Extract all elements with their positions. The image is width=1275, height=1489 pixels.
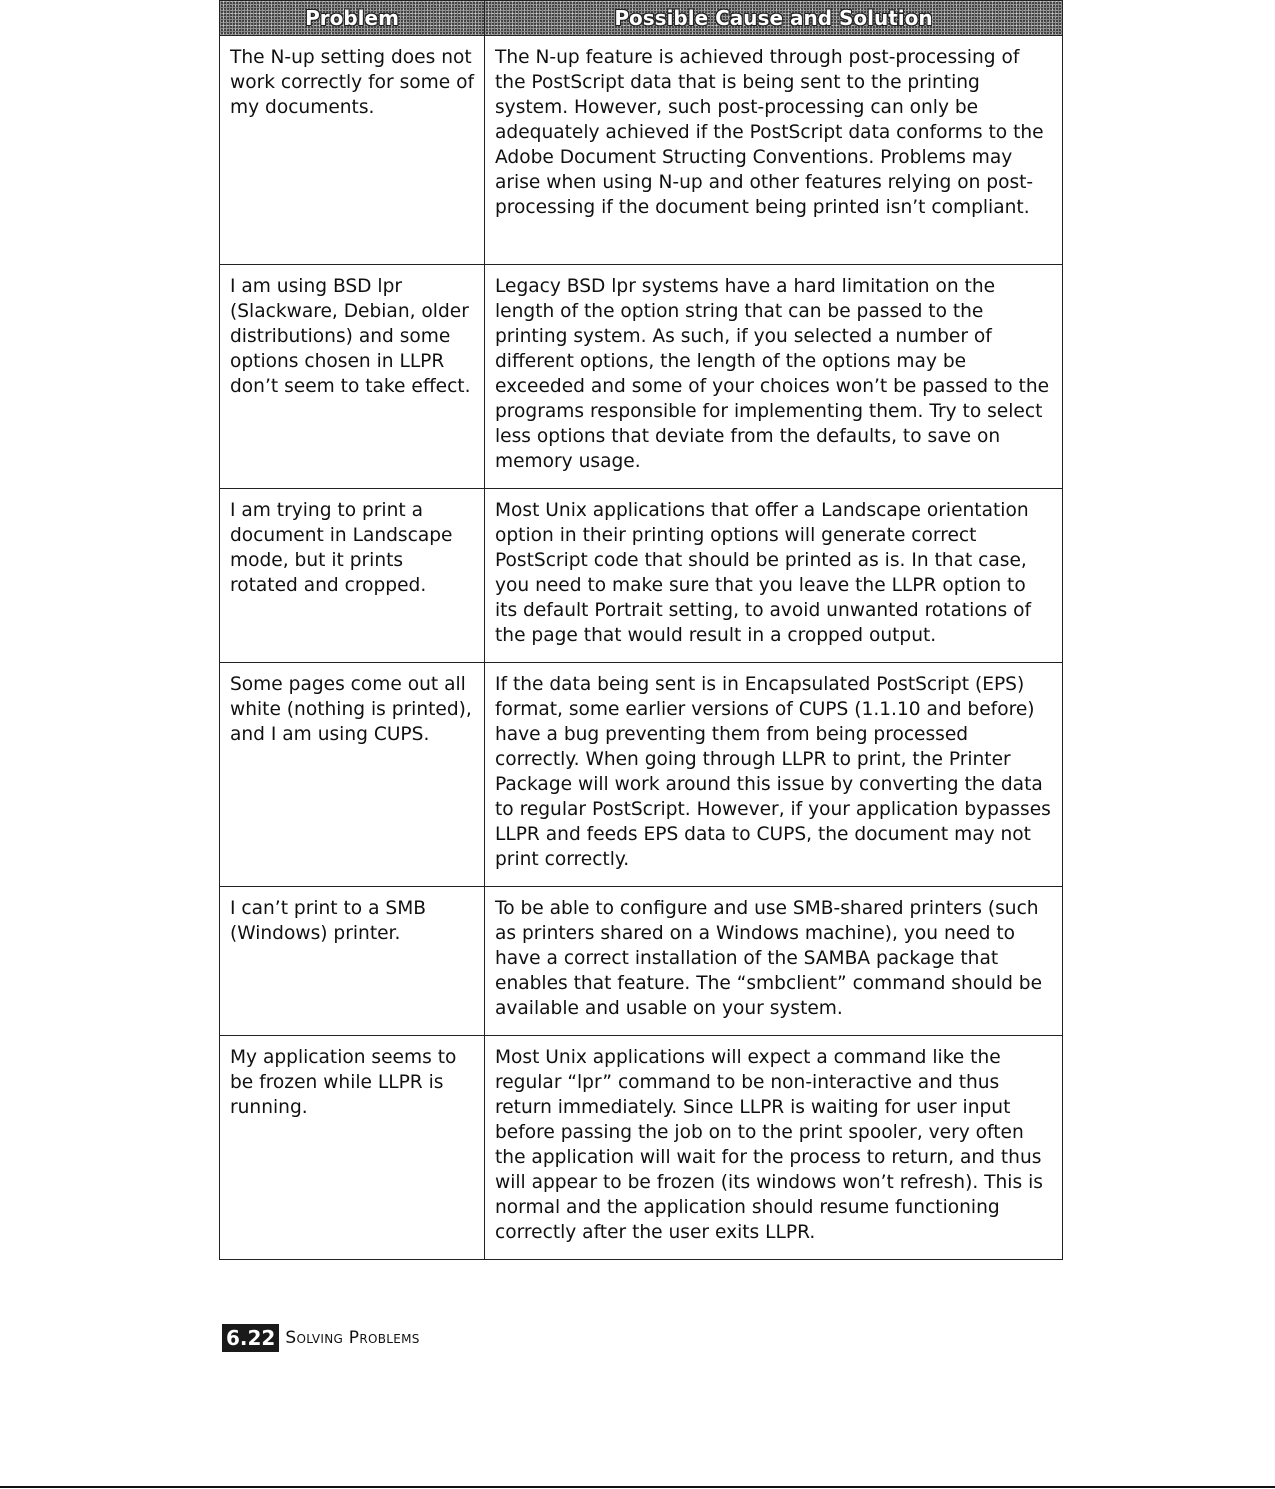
solution-cell: Most Unix applications will expect a command like the regular “lpr” command to be non-interactive and thus return immediately. Since LLPR is waiting for user input before passing the job on to the print spooler, very often the application will wait for the process to return, and thus will appear to be frozen (its windows won’t refresh). This is normal and the application should resume functioning correctly after the user exits LLPR. <box>485 1036 1063 1260</box>
header-problem: Problem <box>220 1 485 36</box>
solution-cell: The N-up feature is achieved through post-processing of the PostScript data that is being sent to the printing system. However, such post-processing can only be adequately achieved if the PostScript data conforms to the Adobe Document Structing Conventions. Problems may arise when using N-up and other features relying on post-processing if the document being printed isn’t compliant. <box>485 36 1063 265</box>
solution-cell: If the data being sent is in Encapsulated PostScript (EPS) format, some earlier versions of CUPS (1.1.10 and before) have a bug preventing them from being processed correctly. When going through LLPR to print, the Printer Package will work around this issue by converting the data to regular PostScript. However, if your application bypasses LLPR and feeds EPS data to CUPS, the document may not print correctly. <box>485 663 1063 887</box>
section-title: Solving Problems <box>285 1328 420 1348</box>
table-row <box>220 489 1063 663</box>
problem-cell: I am trying to print a document in Landscape mode, but it prints rotated and cropped. <box>220 489 485 663</box>
bottom-divider <box>0 1486 1275 1488</box>
solution-cell: Legacy BSD lpr systems have a hard limitation on the length of the option string that can be passed to the printing system. As such, if you selected a number of different options, the length of the options may be exceeded and some of your choices won’t be passed to the programs responsible for implementing them. Try to select less options that deviate from the defaults, to save on memory usage. <box>485 265 1063 489</box>
page-footer <box>222 1324 420 1352</box>
table-header-row <box>220 1 1063 36</box>
problem-cell: The N-up setting does not work correctly for some of my documents. <box>220 36 485 265</box>
header-cause-solution: Possible Cause and Solution <box>485 1 1063 36</box>
problem-cell: Some pages come out all white (nothing is printed), and I am using CUPS. <box>220 663 485 887</box>
troubleshooting-table <box>219 0 1063 1260</box>
solution-cell: To be able to configure and use SMB-shared printers (such as printers shared on a Windows machine), you need to have a correct installation of the SAMBA package that enables that feature. The “smbclient” command should be available and usable on your system. <box>485 887 1063 1036</box>
table-row <box>220 887 1063 1036</box>
solution-cell: Most Unix applications that offer a Landscape orientation option in their printing options will generate correct PostScript code that should be printed as is. In that case, you need to make sure that you leave the LLPR option to its default Portrait setting, to avoid unwanted rotations of the page that would result in a cropped output. <box>485 489 1063 663</box>
table-row <box>220 663 1063 887</box>
table-row <box>220 265 1063 489</box>
table-row <box>220 1036 1063 1260</box>
page-number-badge: 6.22 <box>222 1324 279 1352</box>
problem-cell: I am using BSD lpr (Slackware, Debian, older distributions) and some options chosen in LLPR don’t seem to take effect. <box>220 265 485 489</box>
problem-cell: My application seems to be frozen while LLPR is running. <box>220 1036 485 1260</box>
table-row <box>220 36 1063 265</box>
problem-cell: I can’t print to a SMB (Windows) printer. <box>220 887 485 1036</box>
